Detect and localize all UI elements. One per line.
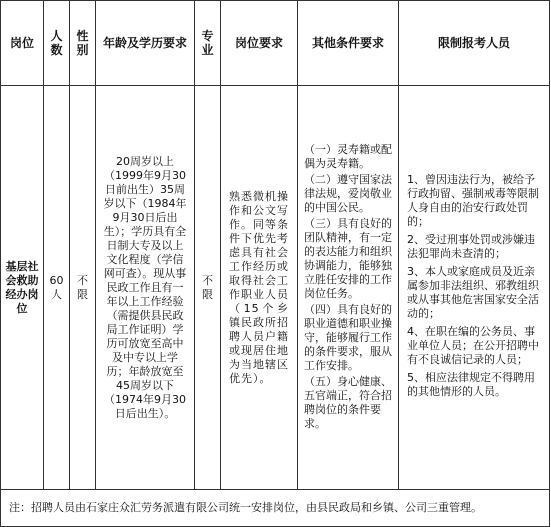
restrict-item: 5、相应法律规定不得聘用的其他情形的人员。 (407, 370, 535, 398)
header-gender: 性别 (70, 1, 96, 86)
cell-major: 不限 (195, 86, 221, 490)
cell-gender: 不限 (70, 86, 96, 490)
cell-age-edu: 20周岁以上（1999年9月30日前出生）35周岁以下（1984年9月30日后出生）；学历具有全日制大专及以上文化程度（学信网可查）。现从事民政工作且有一年以上工作经验（需提供县民政局工作证明）学历可放宽至高中及中专以上学历；年龄放宽至45周岁以下（1974年9月30日后出生）。 (96, 86, 195, 490)
header-major: 专业 (195, 1, 221, 86)
table-row (1, 86, 550, 490)
other-req-item: （四）具有良好的职业道德和职业操守，能够履行工作的条件要求，服从工作安排。 (304, 302, 392, 372)
restrict-item: 3、本人或家庭成员及近亲属参加非法组织、邪教组织或从事其他危害国家安全活动的； (407, 264, 539, 320)
header-post-req: 岗位要求 (221, 1, 298, 86)
header-age-edu: 年龄及学历要求 (96, 1, 195, 86)
other-req-item: （三）具有良好的团队精神，有一定的表达能力和组织协调能力，能够独立胜任安排的工作岗位任务。 (304, 216, 392, 300)
table-note: 注：招聘人员由石家庄众汇劳务派遣有限公司统一安排岗位，由县民政局和乡镇、公司三重管理。 (1, 490, 550, 527)
note-row (1, 490, 550, 527)
cell-post-req: 熟悉微机操作和公文写作。同等条件下优先考虑具有社会工作经历或取得社会工作职业人员（15个乡镇民政所招聘人员户籍或现居住地为当地辖区优先）。 (221, 86, 298, 490)
header-post: 岗位 (1, 1, 44, 86)
cell-count: 60人 (44, 86, 70, 490)
header-row (1, 1, 550, 86)
other-req-item: （一）灵寿籍或配偶为灵寿籍。 (304, 142, 392, 170)
restrict-item: 2、受过刑事处罚或涉嫌违法犯罪尚未查清的； (407, 232, 535, 260)
header-other-req: 其他条件要求 (298, 1, 399, 86)
restrict-item: 1、曾因违法行为，被给予行政拘留、强制戒毒等限制人身自由的治安行政处罚的； (407, 172, 539, 228)
cell-other-req (298, 86, 399, 490)
other-req-item: （五）身心健康、五官端正，符合招聘岗位的条件要求。 (304, 374, 392, 430)
restrict-item: 4、在职在编的公务员、事业单位人员；在公开招聘中有不良诚信记录的人员； (407, 324, 539, 366)
header-restrict: 限制报考人员 (399, 1, 550, 86)
other-req-item: （二）遵守国家法律法规，爱岗敬业的中国公民。 (304, 172, 392, 214)
cell-restrict (399, 86, 550, 490)
cell-post: 基层社会救助经办岗位 (1, 86, 44, 490)
header-count: 人数 (44, 1, 70, 86)
